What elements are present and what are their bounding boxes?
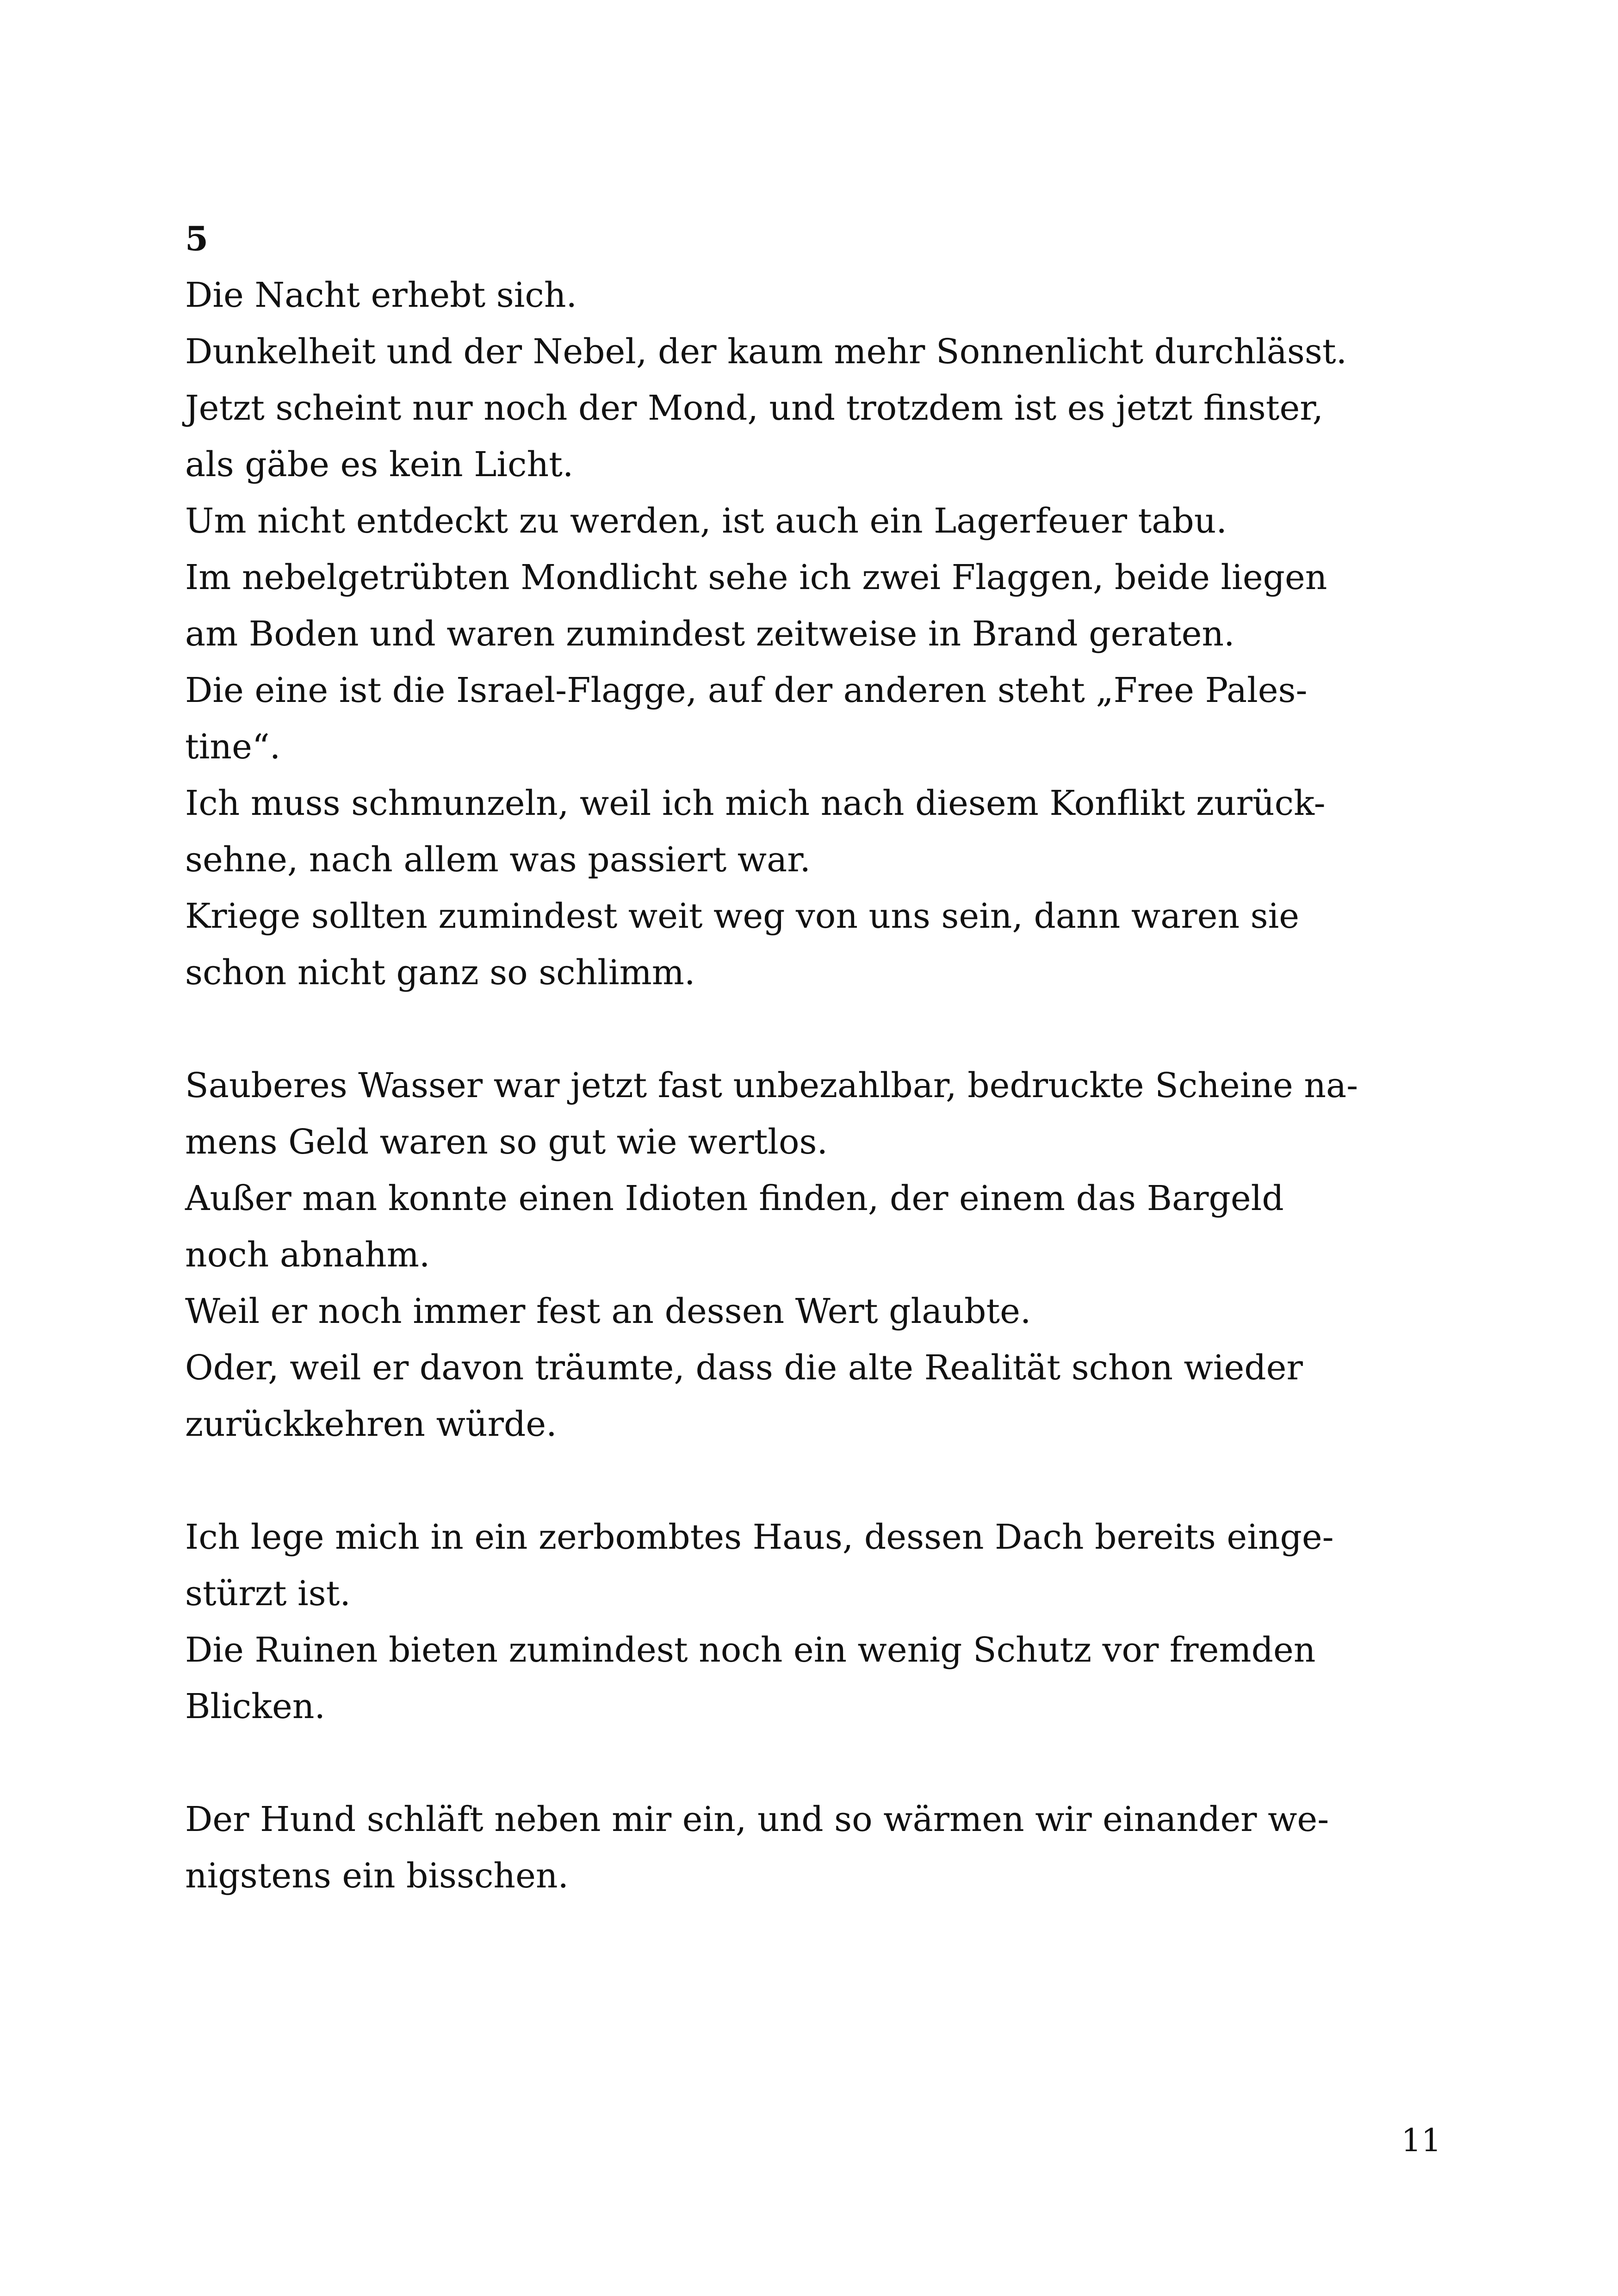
text-line: Kriege sollten zumindest weit weg von uns sein, dann waren sie — [185, 896, 1300, 936]
text-line: Außer man konnte einen Idioten finden, der einem das Bargeld — [185, 1179, 1284, 1218]
text-line: Die eine ist die Israel-Flagge, auf der anderen steht „Free Pales- — [185, 670, 1308, 710]
text-line: Um nicht entdeckt zu werden, ist auch ein Lagerfeuer tabu. — [185, 501, 1227, 541]
text-line: Ich muss schmunzeln, weil ich mich nach diesem Konflikt zurück- — [185, 783, 1326, 823]
text-line: mens Geld waren so gut wie wertlos. — [185, 1122, 828, 1162]
text-line: Dunkelheit und der Nebel, der kaum mehr Sonnenlicht durchlässt. — [185, 332, 1347, 372]
text-line: schon nicht ganz so schlimm. — [185, 953, 695, 993]
text-line: Im nebelgetrübten Mondlicht sehe ich zwei Flaggen, beide liegen — [185, 558, 1327, 597]
paragraph-gap — [185, 1001, 1444, 1057]
paragraph-gap — [185, 1735, 1444, 1791]
text-line: Ich lege mich in ein zerbombtes Haus, dessen Dach bereits einge- — [185, 1517, 1334, 1557]
text-line: Die Ruinen bieten zumindest noch ein wenig Schutz vor fremden — [185, 1630, 1316, 1670]
page-number: 11 — [1401, 2122, 1441, 2159]
text-line: Oder, weil er davon träumte, dass die alte Realität schon wieder — [185, 1348, 1303, 1388]
text-line: stürzt ist. — [185, 1574, 351, 1613]
text-line: zurückkehren würde. — [185, 1404, 557, 1444]
chapter-text — [185, 267, 1444, 1904]
text-line: sehne, nach allem was passiert war. — [185, 840, 811, 880]
text-line: Jetzt scheint nur noch der Mond, und trotzdem ist es jetzt finster, — [185, 388, 1324, 428]
paragraph — [185, 1057, 1444, 1452]
text-line: Sauberes Wasser war jetzt fast unbezahlbar, bedruckte Scheine na- — [185, 1066, 1358, 1105]
text-line: Die Nacht erhebt sich. — [185, 275, 577, 315]
paragraph — [185, 1509, 1444, 1735]
text-line: Weil er noch immer fest an dessen Wert glaubte. — [185, 1291, 1031, 1331]
paragraph — [185, 1791, 1444, 1904]
chapter-number: 5 — [185, 219, 209, 258]
paragraph — [185, 267, 1444, 1001]
paragraph-gap — [185, 1452, 1444, 1509]
text-line: Blicken. — [185, 1687, 325, 1726]
text-line: Der Hund schläft neben mir ein, und so wärmen wir einander we- — [185, 1800, 1329, 1839]
text-line: tine“. — [185, 727, 281, 767]
text-line: am Boden und waren zumindest zeitweise in Brand geraten. — [185, 614, 1235, 654]
text-line: nigstens ein bisschen. — [185, 1856, 569, 1896]
text-line: noch abnahm. — [185, 1235, 430, 1275]
text-line: als gäbe es kein Licht. — [185, 445, 574, 484]
